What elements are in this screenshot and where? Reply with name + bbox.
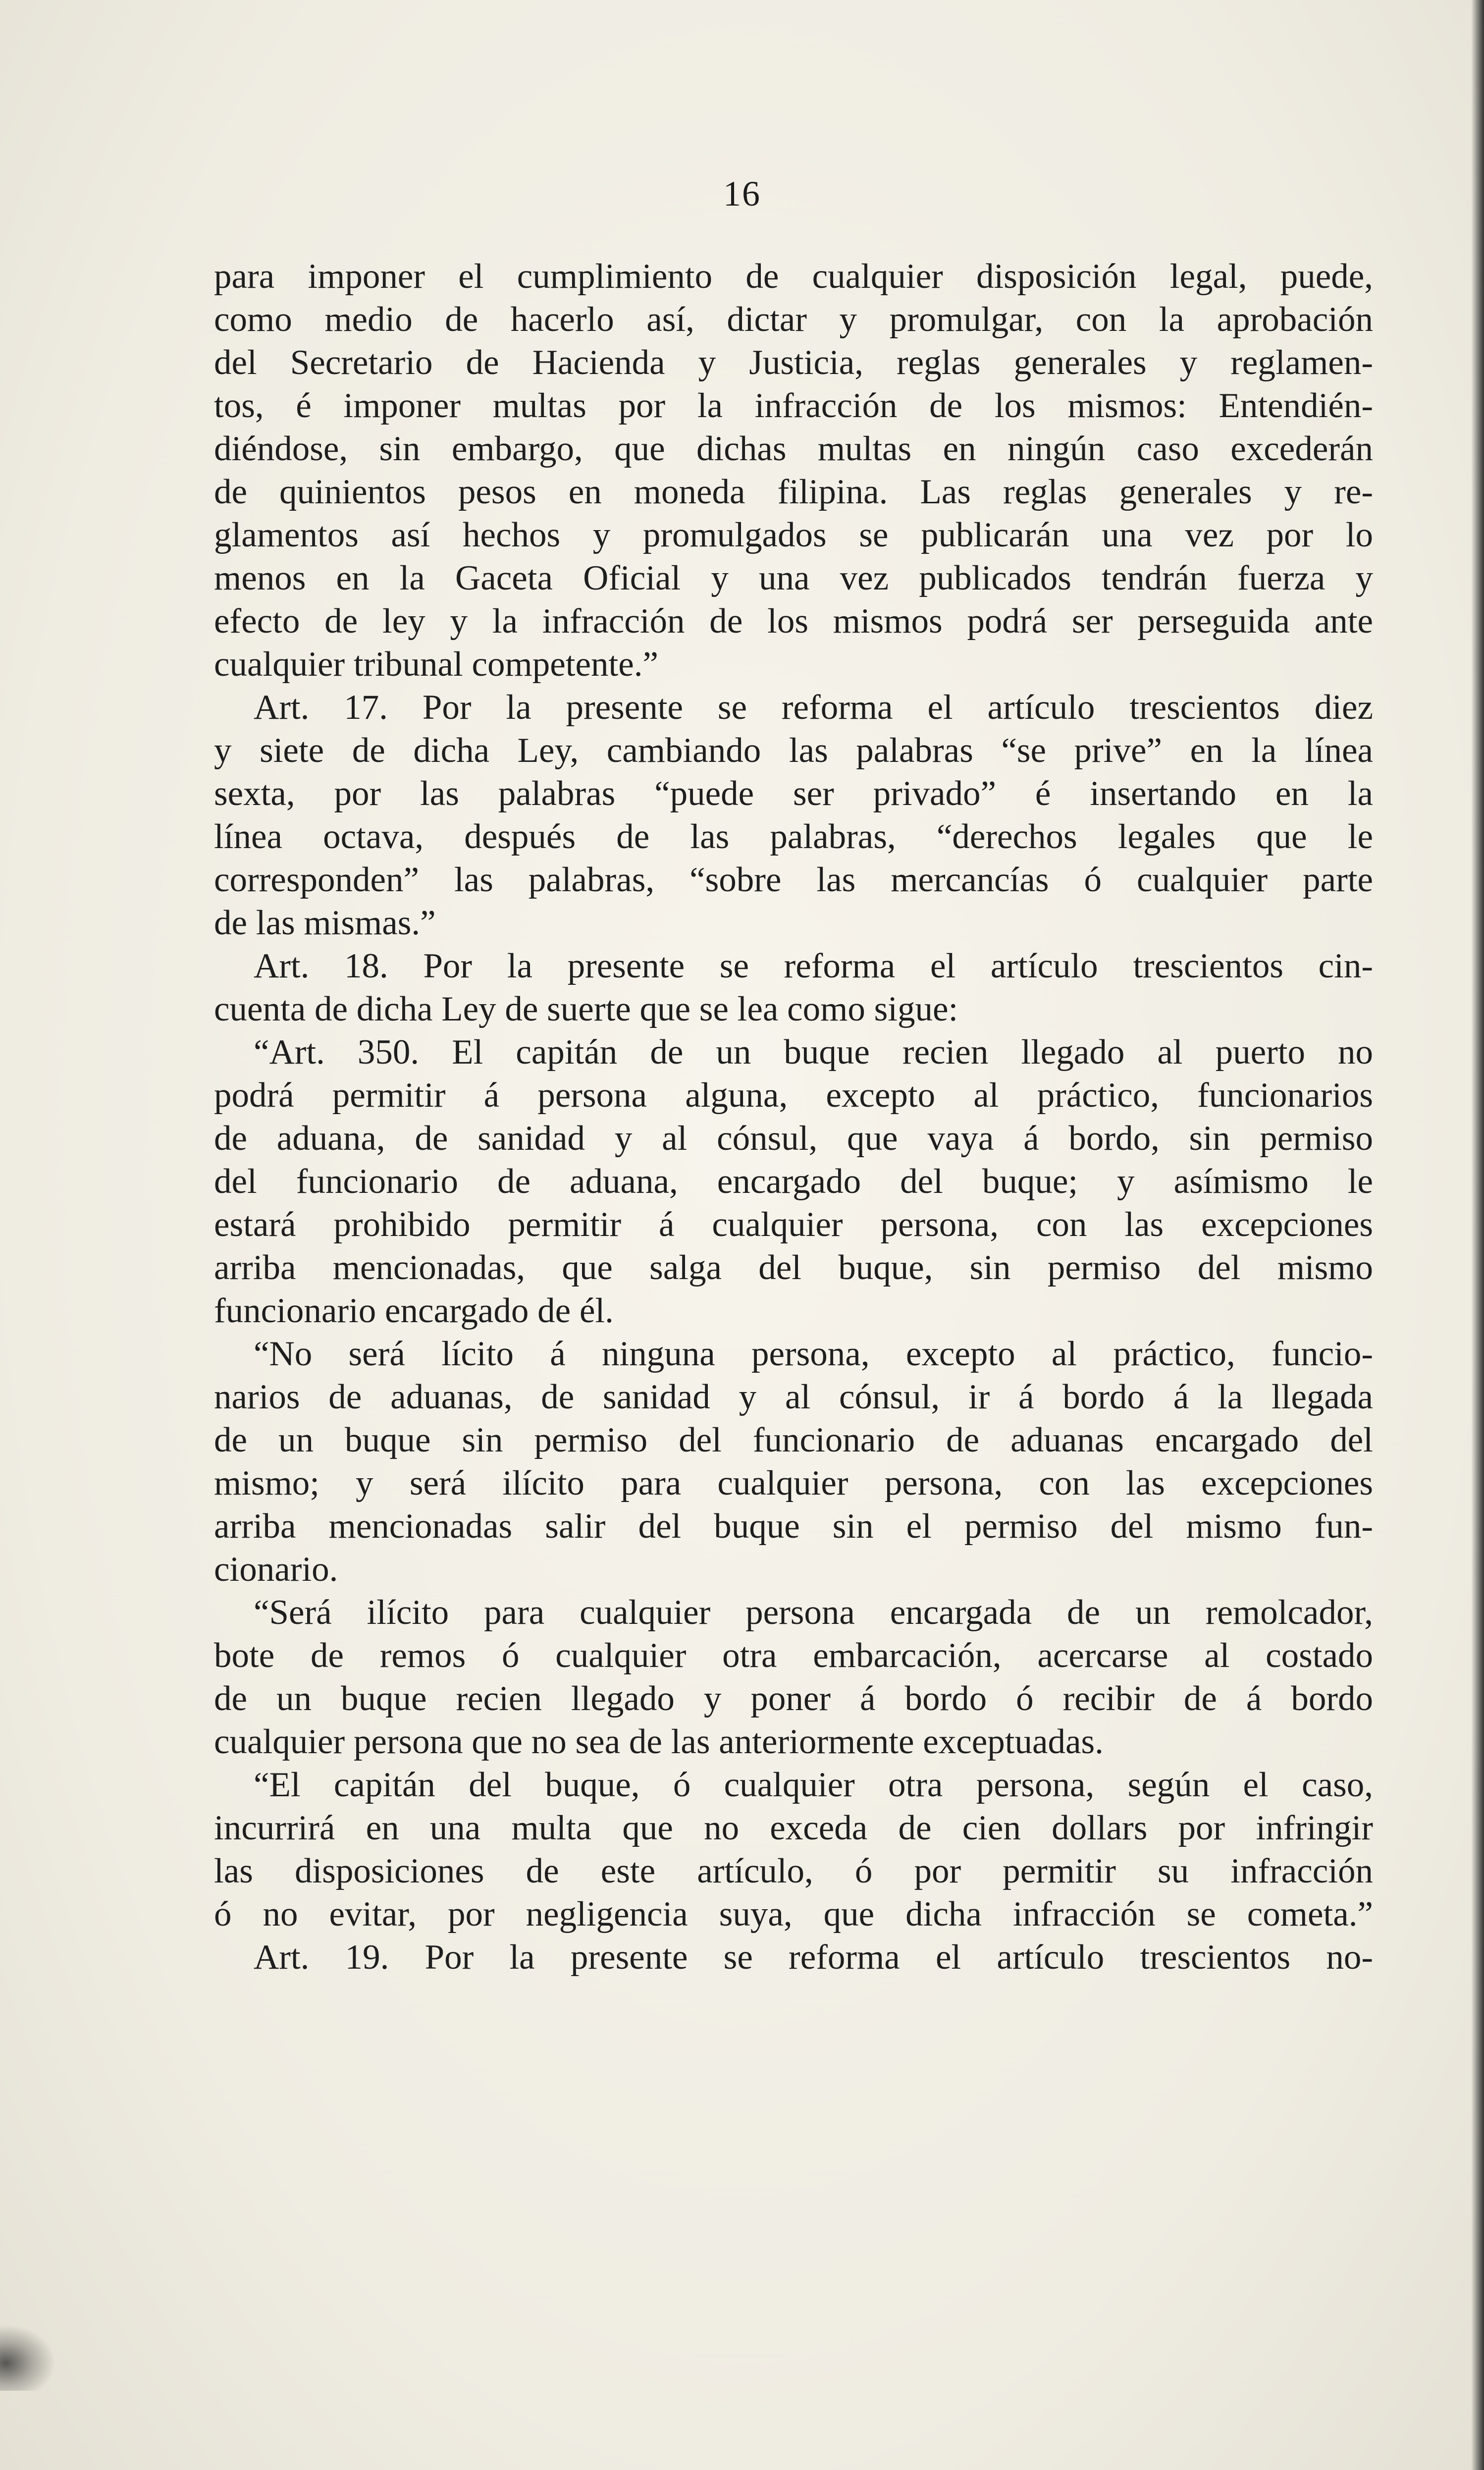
text-line: ó no evitar, por negligencia suya, que dicha infracción se cometa.” [214,1895,1373,1933]
page-edge-shadow [1471,0,1484,2470]
text-line: línea octava, después de las palabras, “derechos legales que le [214,817,1373,856]
text-line: Art. 17. Por la presente se reforma el artículo trescientos diez [254,688,1373,727]
text-line: de las mismas.” [214,904,436,942]
text-line: “Será ilícito para cualquier persona encargada de un remolcador, [254,1593,1373,1632]
text-line: corresponden” las palabras, “sobre las mercancías ó cualquier parte [214,860,1373,899]
body-text [214,255,1373,1979]
text-line: tos, é imponer multas por la infracción de los mismos: Entendién- [214,386,1373,425]
text-line: estará prohibido permitir á cualquier persona, con las excepciones [214,1205,1373,1244]
text-line: “El capitán del buque, ó cualquier otra persona, según el caso, [254,1766,1373,1804]
page-number: 16 [723,174,761,214]
scan-corner-mark [0,2321,59,2391]
text-line: de un buque recien llegado y poner á bordo ó recibir de á bordo [214,1679,1373,1718]
text-line: Art. 19. Por la presente se reforma el artículo trescientos no- [254,1938,1373,1977]
text-line: cualquier persona que no sea de las anteriormente exceptuadas. [214,1722,1104,1761]
text-line: arriba mencionadas, que salga del buque, sin permiso del mismo [214,1248,1373,1287]
text-line: del Secretario de Hacienda y Justicia, reglas generales y reglamen- [214,343,1373,382]
text-line: de aduana, de sanidad y al cónsul, que vaya á bordo, sin permiso [214,1119,1373,1158]
text-line: glamentos así hechos y promulgados se publicarán una vez por lo [214,516,1373,554]
text-line: incurrirá en una multa que no exceda de cien dollars por infringir [214,1809,1373,1847]
text-line: y siete de dicha Ley, cambiando las palabras “se prive” en la línea [214,731,1373,770]
text-line: Art. 18. Por la presente se reforma el artículo trescientos cin- [254,947,1373,985]
text-line: arriba mencionadas salir del buque sin el permiso del mismo fun- [214,1507,1373,1546]
text-line: cionario. [214,1550,338,1589]
text-line: narios de aduanas, de sanidad y al cónsul, ir á bordo á la llegada [214,1378,1373,1416]
text-line: funcionario encargado de él. [214,1291,614,1330]
text-line: sexta, por las palabras “puede ser privado” é insertando en la [214,774,1373,813]
text-line: del funcionario de aduana, encargado del buque; y asímismo le [214,1162,1373,1201]
text-line: menos en la Gaceta Oficial y una vez publicados tendrán fuerza y [214,559,1373,597]
text-line: bote de remos ó cualquier otra embarcación, acercarse al costado [214,1636,1373,1675]
text-line: como medio de hacerlo así, dictar y promulgar, con la aprobación [214,300,1373,339]
text-line: mismo; y será ilícito para cualquier persona, con las excepciones [214,1464,1373,1503]
text-line: de un buque sin permiso del funcionario de aduanas encargado del [214,1421,1373,1459]
text-line: diéndose, sin embargo, que dichas multas en ningún caso excederán [214,430,1373,468]
text-line: de quinientos pesos en moneda filipina. Las reglas generales y re- [214,473,1373,511]
text-line: cuenta de dicha Ley de suerte que se lea como sigue: [214,990,958,1028]
text-line: “No será lícito á ninguna persona, excepto al práctico, funcio- [254,1335,1373,1373]
text-line: efecto de ley y la infracción de los mismos podrá ser perseguida ante [214,602,1373,641]
text-line: “Art. 350. El capitán de un buque recien llegado al puerto no [254,1033,1373,1072]
text-line: podrá permitir á persona alguna, excepto al práctico, funcionarios [214,1076,1373,1115]
text-line: las disposiciones de este artículo, ó por permitir su infracción [214,1852,1373,1890]
text-line: para imponer el cumplimiento de cualquier disposición legal, puede, [214,257,1373,296]
text-line: cualquier tribunal competente.” [214,645,658,684]
